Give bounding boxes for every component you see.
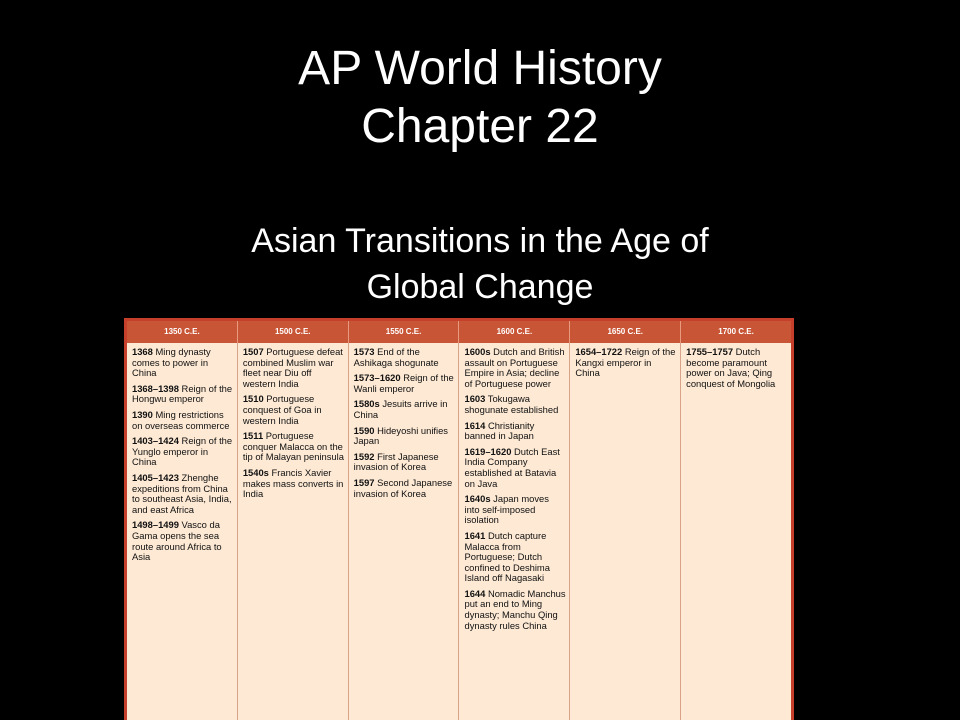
- timeline-entry-text: Reign of the Wanli emperor: [353, 372, 454, 394]
- timeline-entry: [354, 426, 456, 447]
- timeline-entry-year: 1510: [242, 393, 264, 405]
- timeline-entry-text: Hideyoshi unifies Japan: [353, 424, 448, 447]
- timeline-entry-text: Reign of the Kangxi emperor in China: [575, 346, 676, 379]
- slide-subtitle-line-2: Global Change: [366, 268, 594, 306]
- timeline-body: [127, 343, 791, 720]
- timeline-entry-year: 1573: [353, 346, 375, 357]
- timeline-entry-year: 1600s: [464, 346, 491, 357]
- timeline-entry: [243, 431, 345, 463]
- timeline-entry-text: Portuguese defeat combined Muslim war fleet near Diu off western India: [242, 346, 343, 389]
- timeline-column-1650: [570, 343, 681, 720]
- timeline-column-1350: [127, 343, 238, 720]
- timeline-entry-year: 1573–1620: [353, 372, 401, 384]
- timeline-entry: [464, 421, 566, 442]
- timeline-entry-year: 1590: [353, 424, 375, 436]
- timeline-column-1500: [238, 343, 349, 720]
- timeline-entry: [132, 410, 234, 431]
- timeline-entry-text: Portuguese conquest of Goa in western India: [242, 393, 322, 426]
- slide-title-line-1: AP World History: [298, 42, 662, 95]
- timeline-entry-text: Nomadic Manchus put an end to Ming dynasty; Manchu Qing dynasty rules China: [464, 587, 566, 631]
- timeline-entry-text: Reign of the Hongwu emperor: [132, 382, 233, 405]
- timeline-entry-year: 1368: [132, 346, 153, 357]
- slide-subtitle: [0, 218, 960, 310]
- timeline-entry-text: Ming restrictions on overseas commerce: [132, 408, 230, 431]
- timeline-entry: [464, 347, 566, 389]
- timeline-entry-year: 1641: [464, 529, 486, 541]
- slide-title-line-2: Chapter 22: [361, 100, 599, 153]
- timeline-entry: [354, 347, 456, 368]
- timeline-entry: [132, 347, 234, 379]
- timeline-entry-year: 1614: [464, 419, 486, 431]
- timeline-entry: [464, 494, 566, 526]
- timeline-header-row: [127, 321, 791, 343]
- timeline-entry: [686, 347, 788, 389]
- timeline-column-1550: [349, 343, 460, 720]
- timeline-entry: [575, 347, 677, 379]
- timeline-entry-year: 1592: [353, 450, 375, 462]
- timeline-entry-year: 1405–1423: [132, 471, 179, 483]
- timeline-entry: [243, 347, 345, 389]
- timeline-header-1700: 1700 C.E.: [718, 327, 754, 336]
- timeline-entry-text: Jesuits arrive in China: [353, 398, 448, 420]
- timeline-entry-year: 1644: [464, 587, 486, 599]
- timeline-entry-text: Japan moves into self-imposed isolation: [464, 493, 549, 526]
- timeline-entry-year: 1755–1757: [686, 346, 734, 357]
- timeline-column-1700: [681, 343, 791, 720]
- timeline-header-1600: 1600 C.E.: [459, 321, 570, 343]
- timeline-column-1600: [459, 343, 570, 720]
- timeline-entry: [354, 373, 456, 394]
- timeline-entry-text: Zhenghe expeditions from China to southeast Asia, India, and east Africa: [132, 471, 232, 515]
- timeline-header-1350: 1350 C.E.: [127, 321, 238, 343]
- timeline-entry: [464, 447, 566, 489]
- slide-title: [0, 40, 960, 156]
- timeline-entry-year: 1403–1424: [132, 435, 179, 447]
- timeline-entry-text: Vasco da Gama opens the sea route around Africa to Asia: [132, 519, 222, 563]
- timeline-entry-text: Dutch become paramount power on Java; Qing conquest of Mongolia: [686, 346, 776, 389]
- timeline-entry-text: Dutch capture Malacca from Portuguese; Dutch confined to Deshima Island off Nagasaki: [464, 529, 550, 584]
- timeline-entry: [464, 531, 566, 584]
- timeline-header-1650: 1650 C.E.: [570, 321, 681, 343]
- timeline-entry-year: 1511: [242, 430, 264, 442]
- timeline-entry-year: 1368–1398: [132, 382, 179, 394]
- timeline-entry-year: 1540s: [242, 466, 269, 478]
- timeline-entry-text: Christianity banned in Japan: [464, 419, 535, 442]
- timeline-entry-text: Tokugawa shogunate established: [464, 393, 559, 415]
- timeline-entry-year: 1507: [242, 346, 264, 357]
- timeline-entry-year: 1654–1722: [575, 346, 623, 357]
- timeline-header-1500: 1500 C.E.: [238, 321, 349, 343]
- timeline-entry-year: 1597: [353, 476, 375, 488]
- timeline-entry: [464, 589, 566, 631]
- timeline-entry: [132, 473, 234, 515]
- timeline-entry: [354, 478, 456, 499]
- timeline-entry-text: First Japanese invasion of Korea: [353, 450, 439, 473]
- timeline-entry-year: 1580s: [353, 398, 380, 410]
- timeline-entry: [243, 394, 345, 426]
- timeline-entry: [354, 452, 456, 473]
- timeline-entry: [354, 399, 456, 420]
- timeline-entry: [132, 520, 234, 562]
- timeline-entry: [132, 384, 234, 405]
- timeline-entry-year: 1640s: [464, 493, 491, 505]
- timeline-entry-text: End of the Ashikaga shogunate: [353, 346, 439, 368]
- timeline-entry-text: Francis Xavier makes mass converts in India: [242, 466, 344, 500]
- timeline-entry-text: Dutch and British assault on Portuguese Empire in Asia; decline of Portuguese power: [464, 346, 565, 389]
- timeline-entry-text: Ming dynasty comes to power in China: [132, 346, 211, 379]
- timeline-entry: [132, 436, 234, 468]
- timeline-entry-year: 1603: [464, 393, 486, 405]
- slide-subtitle-line-1: Asian Transitions in the Age of: [251, 222, 709, 260]
- timeline-entry: [243, 468, 345, 500]
- timeline-entry-year: 1498–1499: [132, 519, 179, 531]
- timeline-entry-year: 1619–1620: [464, 445, 512, 457]
- timeline-entry-text: Dutch East India Company established at Batavia on Java: [464, 445, 560, 489]
- timeline-entry: [464, 394, 566, 415]
- timeline-table: [124, 318, 794, 720]
- timeline-header-1550: 1550 C.E.: [349, 321, 460, 343]
- timeline-entry-text: Second Japanese invasion of Korea: [353, 476, 453, 499]
- timeline-entry-text: Portuguese conquer Malacca on the tip of Malayan peninsula: [242, 430, 344, 463]
- timeline-entry-text: Reign of the Yunglo emperor in China: [132, 435, 233, 468]
- timeline-entry-year: 1390: [132, 408, 153, 420]
